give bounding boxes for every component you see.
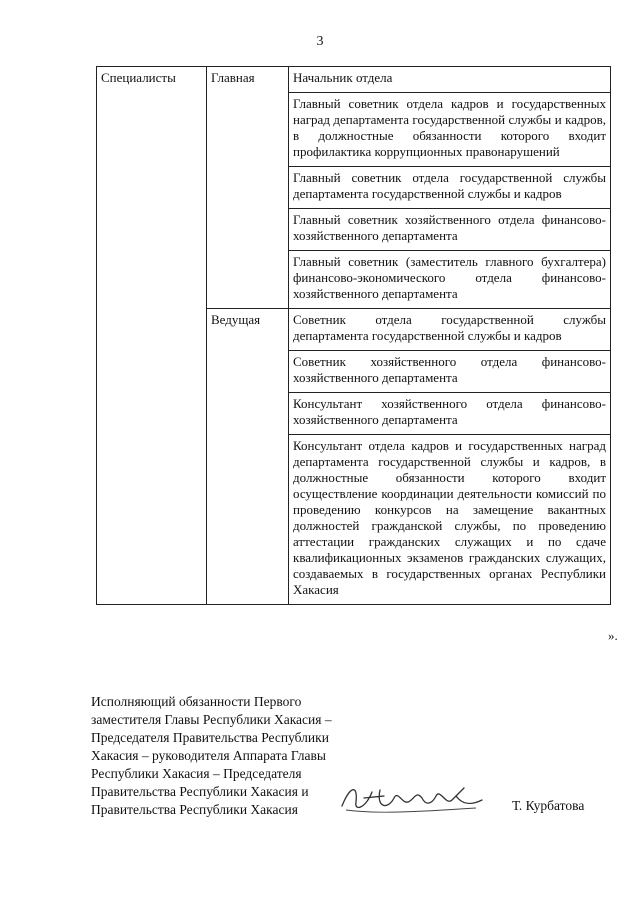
signer-title (91, 693, 332, 819)
position-cell: Главный советник отдела кадров и государственных наград департамента государственной службы и кадров, в должностные обязанности которого входит профилактика коррупционных правонарушений (289, 93, 611, 167)
position-cell: Главный советник (заместитель главного бухгалтера) финансово-экономического отдела финансово-хозяйственного департамента (289, 251, 611, 309)
closing-quote: ». (608, 628, 618, 643)
signer-title-line: Правительства Республики Хакасия и (91, 784, 309, 799)
position-cell: Советник хозяйственного отдела финансово-хозяйственного департамента (289, 351, 611, 393)
group-cell: Специалисты (97, 67, 207, 605)
position-cell: Консультант хозяйственного отдела финансово-хозяйственного департамента (289, 393, 611, 435)
page-number: 3 (316, 34, 324, 49)
signer-title-line: Председателя Правительства Республики (91, 730, 329, 745)
position-cell: Советник отдела государственной службы департамента государственной службы и кадров (289, 309, 611, 351)
signer-title-line: заместителя Главы Республики Хакасия – (91, 712, 332, 727)
position-cell: Главный советник хозяйственного отдела финансово-хозяйственного департамента (289, 209, 611, 251)
handwritten-signature (336, 778, 486, 818)
signer-title-line: Исполняющий обязанности Первого (91, 694, 302, 709)
position-cell: Главный советник отдела государственной службы департамента государственной службы и кадров (289, 167, 611, 209)
position-cell: Консультант отдела кадров и государственных наград департамента государственной службы и кадров, в должностные обязанности которого входит осуществление координации деятельности комиссий по проведению конкурсов на замещение вакантных должностей гражданской службы, по проведению аттестации гражданских служащих и по сдаче квалификационных экзаменов гражданских служащих, создаваемых в государственных органах Республики Хакасия (289, 435, 611, 605)
positions-table (96, 66, 611, 605)
signer-name: Т. Курбатова (512, 798, 585, 813)
category-main: Главная (207, 67, 289, 309)
signer-title-line: Республики Хакасия – Председателя (91, 766, 302, 781)
category-leading: Ведущая (207, 309, 289, 605)
signer-title-line: Правительства Республики Хакасия (91, 802, 298, 817)
position-cell: Начальник отдела (289, 67, 611, 93)
signer-title-line: Хакасия – руководителя Аппарата Главы (91, 748, 326, 763)
